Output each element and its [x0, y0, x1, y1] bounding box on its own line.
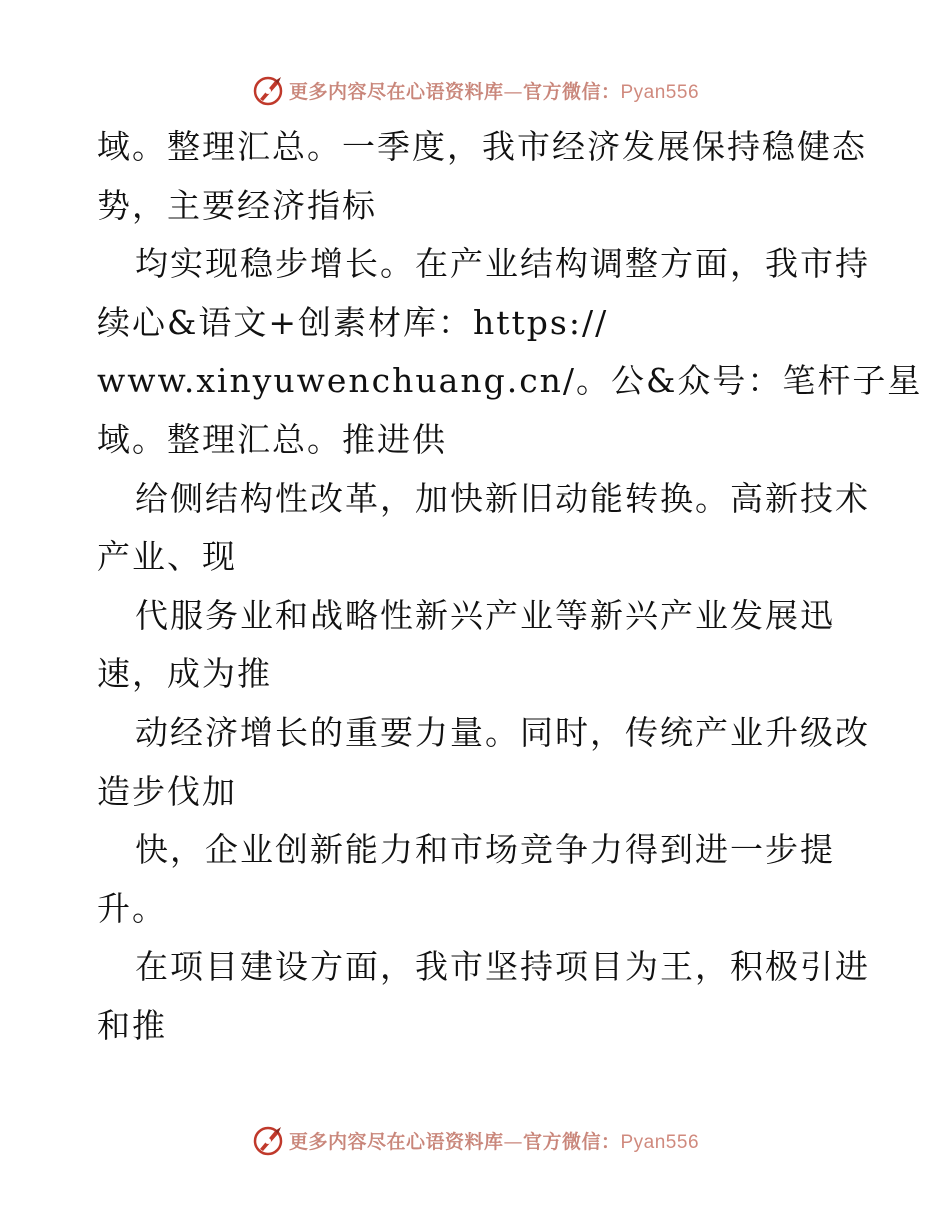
quill-pen-logo-icon — [251, 73, 285, 107]
text-line: 给侧结构性改革，加快新旧动能转换。高新技术 — [135, 478, 870, 518]
footer-watermark-banner — [0, 1120, 950, 1160]
document-body — [97, 118, 923, 1056]
text-line: 动经济增长的重要力量。同时，传统产业升级改 — [135, 712, 870, 752]
header-banner-text — [289, 77, 699, 104]
header-watermark-banner — [0, 70, 950, 110]
footer-banner-wechat-id: Pyan556 — [620, 1131, 700, 1153]
text-line: 代服务业和战略性新兴产业等新兴产业发展迅 — [135, 595, 835, 635]
text-line: 在项目建设方面，我市坚持项目为王，积极引进 — [135, 947, 870, 987]
text-line: 续心&语文+创素材库：https:// — [97, 302, 609, 342]
footer-banner-wechat-label: 官方微信： — [522, 1130, 621, 1153]
footer-banner-separator: — — [503, 1130, 523, 1153]
quill-pen-logo-icon — [251, 1123, 285, 1157]
header-banner-wechat-label: 官方微信： — [522, 80, 621, 103]
text-line: 速，成为推 — [97, 654, 272, 694]
text-line: 快，企业创新能力和市场竞争力得到进一步提 — [135, 830, 835, 870]
text-line: 和推 — [97, 1005, 167, 1045]
footer-banner-main: 更多内容尽在心语资料库 — [288, 1130, 504, 1153]
text-line: 域。整理汇总。推进供 — [97, 419, 447, 459]
text-line: 域。整理汇总。一季度，我市经济发展保持稳健态 — [97, 127, 867, 166]
footer-banner-inner — [251, 1120, 699, 1160]
footer-banner-text — [289, 1127, 699, 1154]
text-line: 升。 — [97, 888, 167, 928]
text-line: www.xinyuwenchuang.cn/。公&众号：笔杆子星 — [97, 361, 923, 401]
text-line: 均实现稳步增长。在产业结构调整方面，我市持 — [135, 244, 870, 284]
header-banner-wechat-id: Pyan556 — [620, 81, 700, 103]
text-line: 造步伐加 — [97, 771, 237, 811]
text-line: 产业、现 — [97, 537, 237, 577]
header-banner-main: 更多内容尽在心语资料库 — [288, 80, 504, 103]
header-banner-inner — [251, 70, 699, 110]
text-line: 势，主要经济指标 — [97, 185, 377, 225]
header-banner-separator: — — [503, 80, 523, 103]
